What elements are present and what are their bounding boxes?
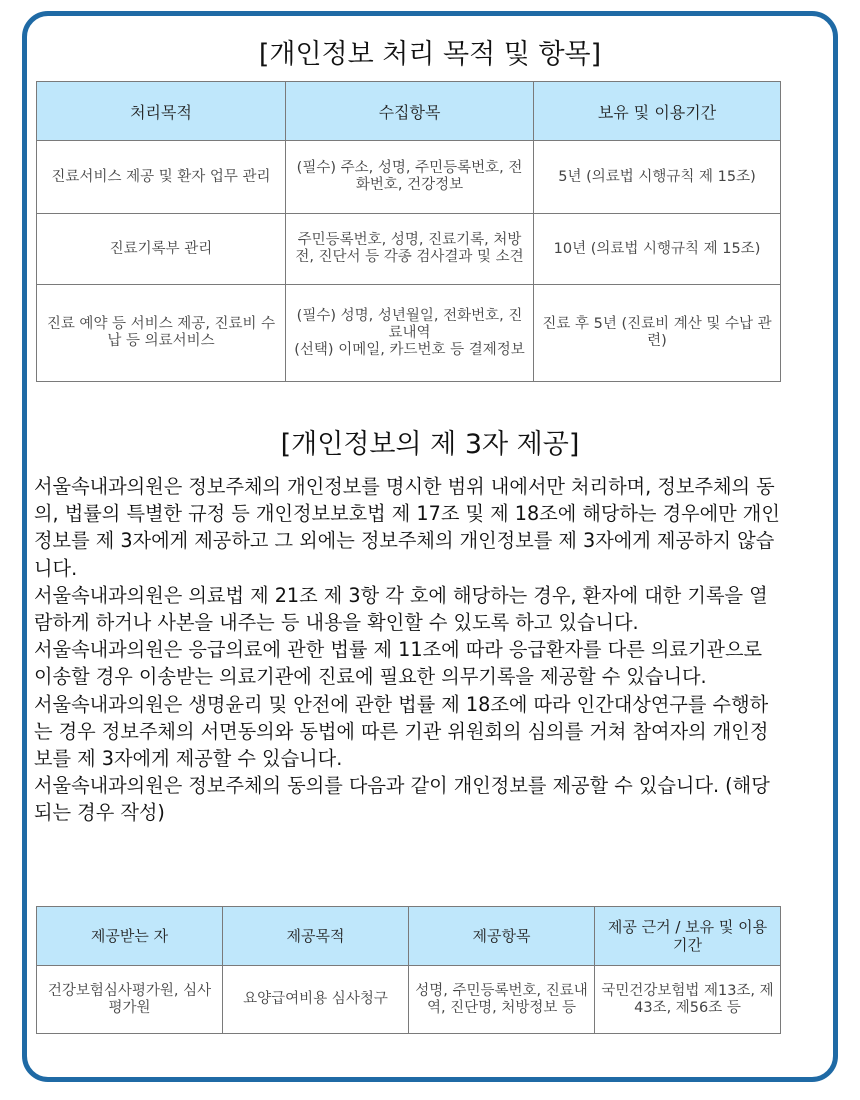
header-period: 보유 및 이용기간	[534, 82, 781, 141]
paragraph: 서울속내과의원은 정보주체의 동의를 다음과 같이 개인정보를 제공할 수 있습니다. (해당되는 경우 작성)	[34, 774, 770, 825]
header-purpose: 처리목적	[37, 82, 286, 141]
header-recipient: 제공받는 자	[37, 907, 223, 966]
section2-title: [개인정보의 제 3자 제공]	[280, 429, 580, 460]
table-cell: 요양급여비용 심사청구	[223, 966, 409, 1034]
processing-purpose-table	[36, 81, 781, 382]
table-cell: 10년 (의료법 시행규칙 제 15조)	[534, 214, 781, 285]
table-cell: 국민건강보험법 제13조, 제43조, 제56조 등	[595, 966, 781, 1034]
table-cell: 주민등록번호, 성명, 진료기록, 처방전, 진단서 등 각종 검사결과 및 소견	[286, 214, 534, 285]
paragraph: 서울속내과의원은 의료법 제 21조 제 3항 각 호에 해당하는 경우, 환자에 대한 기록을 열람하게 하거나 사본을 내주는 등 내용을 확인할 수 있도록 하고 있습니다.	[34, 583, 768, 635]
header-purpose: 제공목적	[223, 907, 409, 966]
table-cell: 진료기록부 관리	[37, 214, 286, 285]
table-cell: 건강보험심사평가원, 심사평가원	[37, 966, 223, 1034]
table-row	[37, 285, 781, 382]
table-row	[37, 141, 781, 214]
header-basis: 제공 근거 / 보유 및 이용기간	[595, 907, 781, 966]
table-cell: 5년 (의료법 시행규칙 제 15조)	[534, 141, 781, 214]
table-cell: 성명, 주민등록번호, 진료내역, 진단명, 처방정보 등	[409, 966, 595, 1034]
paragraph: 서울속내과의원은 응급의료에 관한 법률 제 11조에 따라 응급환자를 다른 의료기관으로 이송할 경우 이송받는 의료기관에 진료에 필요한 의무기록을 제공할 수 있습니다.	[34, 638, 763, 689]
table-row	[37, 966, 781, 1034]
table-cell: 진료서비스 제공 및 환자 업무 관리	[37, 141, 286, 214]
paragraph: 서울속내과의원은 정보주체의 개인정보를 명시한 범위 내에서만 처리하며, 정보주체의 동의, 법률의 특별한 규정 등 개인정보보호법 제 17조 및 제 18조에 해당하는 경우에만 개인정보를 제 3자에게 제공하고 그 외에는 정보주체의 개인정보를 제 3자에게 제공하지 않습니다.	[34, 475, 780, 580]
header-items: 수집항목	[286, 82, 534, 141]
table-cell: (필수) 성명, 성년월일, 전화번호, 진료내역 (선택) 이메일, 카드번호 등 결제정보	[286, 285, 534, 382]
section1-title: [개인정보 처리 목적 및 항목]	[258, 39, 602, 70]
table-cell: 진료 예약 등 서비스 제공, 진료비 수납 등 의료서비스	[37, 285, 286, 382]
third-party-table	[36, 906, 781, 1034]
paragraph: 서울속내과의원은 생명윤리 및 안전에 관한 법률 제 18조에 따라 인간대상연구를 수행하는 경우 정보주체의 서면동의와 동법에 따른 기관 위원회의 심의를 거쳐 참여자의 개인정보를 제 3자에게 제공할 수 있습니다.	[34, 692, 769, 771]
table-cell: 진료 후 5년 (진료비 계산 및 수납 관련)	[534, 285, 781, 382]
table-cell: (필수) 주소, 성명, 주민등록번호, 전화번호, 건강정보	[286, 141, 534, 214]
table-row	[37, 214, 781, 285]
header-items: 제공항목	[409, 907, 595, 966]
third-party-provision-text	[34, 473, 782, 827]
